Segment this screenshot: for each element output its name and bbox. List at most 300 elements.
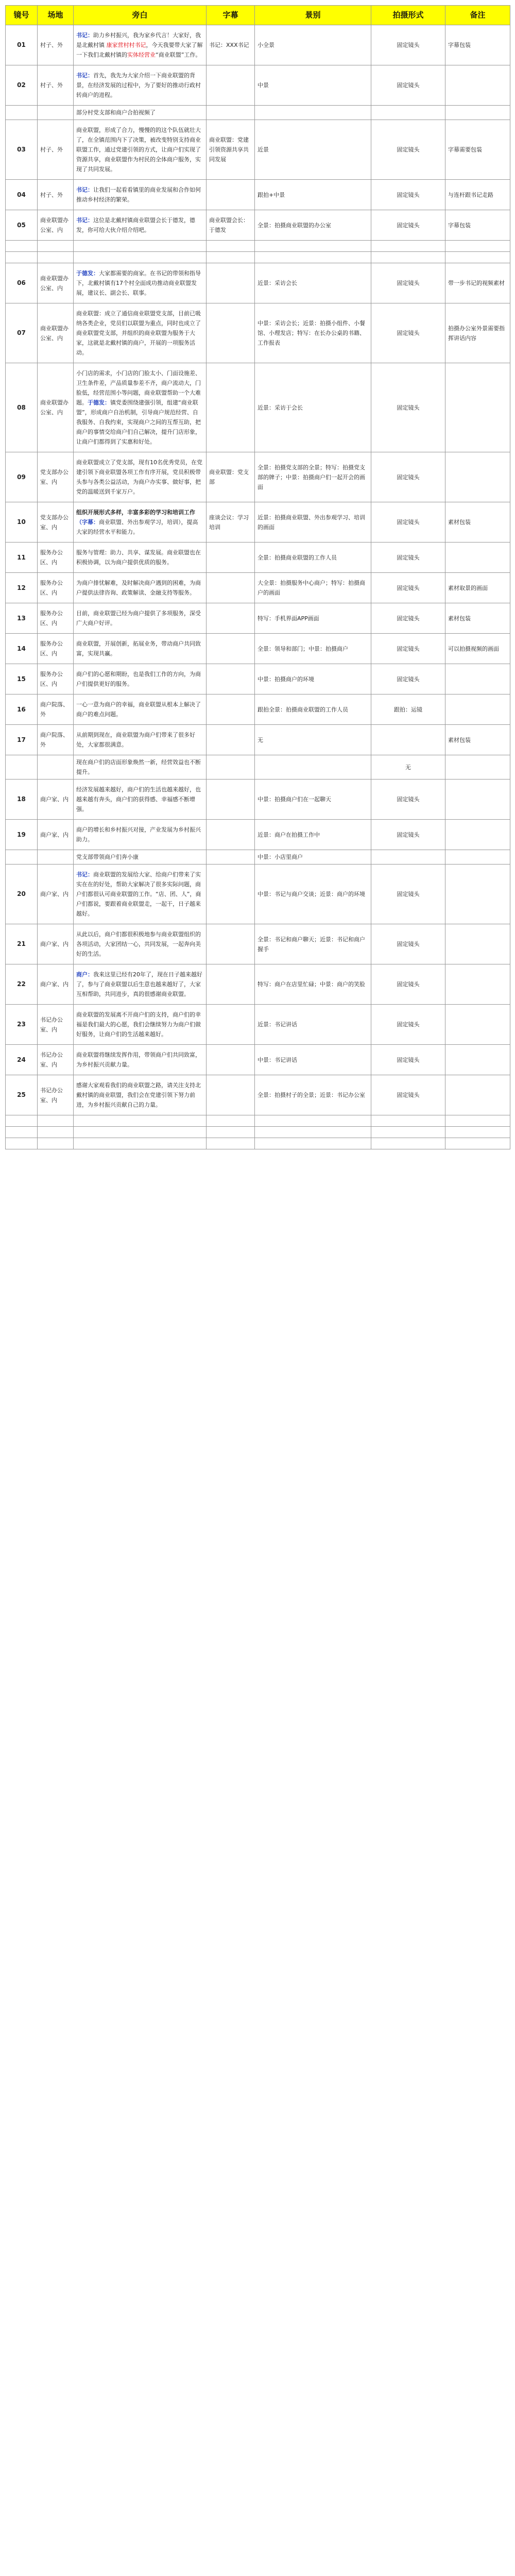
narration-segment: 这位是北戴村镇商业联盟会长于德发，德发，你可给大伙介绍介绍吧。 <box>76 217 195 233</box>
cell-location: 书记办公室、内 <box>38 1075 74 1115</box>
narration-segment: 书记： <box>76 72 93 79</box>
cell-shot-size: 无 <box>255 725 371 755</box>
cell-shot-number <box>6 1115 38 1127</box>
cell-narration <box>74 725 207 755</box>
cell-notes: 素材包装 <box>445 502 510 543</box>
cell-narration <box>74 603 207 634</box>
cell-shot-size: 近景：拍摄商业联盟、外出参观学习、培训的画面 <box>255 502 371 543</box>
cell-shot-size: 中景：小店里商户 <box>255 850 371 865</box>
cell-notes <box>445 106 510 120</box>
cell-narration <box>74 1075 207 1115</box>
cell-location: 村子、外 <box>38 25 74 65</box>
cell-notes <box>445 1075 510 1115</box>
cell-caption <box>207 694 255 725</box>
cell-filming-mode <box>371 1127 445 1138</box>
table-row <box>6 603 510 634</box>
narration-segment: 目前，商业联盟已经为商户提供了多项服务，深受广大商户好评。 <box>76 610 201 626</box>
header-cell-notes: 备注 <box>445 6 510 25</box>
narration-segment: 现在商户们的店面形象焕然一新，经营效益也不断提升。 <box>76 759 201 775</box>
table-row <box>6 573 510 603</box>
cell-shot-number <box>6 106 38 120</box>
cell-location: 商业联盟办公室、内 <box>38 210 74 241</box>
table-row <box>6 252 510 263</box>
cell-filming-mode: 固定镜头 <box>371 964 445 1005</box>
cell-shot-size <box>255 755 371 779</box>
cell-caption <box>207 65 255 106</box>
narration-segment: ，今天我要带大家了解一下我们北戴村镇的 <box>76 42 203 58</box>
narration-segment: 小门店的需求，小门店的门脸太小、门面设施差、卫生条件差，产品质量参差不齐，商户流动大，门脸低，经营范围小等问题，商业联盟帮助一个大难题。 <box>76 370 201 406</box>
cell-notes <box>445 1138 510 1149</box>
cell-location <box>38 1127 74 1138</box>
cell-narration <box>74 502 207 543</box>
cell-filming-mode: 固定镜头 <box>371 543 445 573</box>
cell-caption <box>207 924 255 964</box>
table-row <box>6 120 510 180</box>
cell-narration <box>74 1005 207 1045</box>
cell-narration <box>74 664 207 694</box>
cell-narration <box>74 263 207 303</box>
narration-segment: 一心一意为商户的幸福，商业联盟从根本上解决了商户的难点问题。 <box>76 701 201 718</box>
cell-shot-size: 全景：拍摄党支部的全景；特写：拍摄党支部的牌子；中景：拍摄商户们一起开会的画面 <box>255 452 371 502</box>
cell-location: 党支部办公室、内 <box>38 452 74 502</box>
cell-shot-number: 22 <box>6 964 38 1005</box>
cell-shot-number: 10 <box>6 502 38 543</box>
cell-shot-size: 近景：商户在拍摄工作中 <box>255 820 371 850</box>
cell-notes <box>445 820 510 850</box>
table-row <box>6 725 510 755</box>
cell-location: 村子、外 <box>38 120 74 180</box>
cell-notes: 素材取景的画面 <box>445 573 510 603</box>
cell-caption <box>207 241 255 252</box>
cell-filming-mode: 固定镜头 <box>371 1005 445 1045</box>
cell-location: 商户家、内 <box>38 820 74 850</box>
cell-shot-number: 20 <box>6 865 38 924</box>
cell-shot-number <box>6 241 38 252</box>
cell-notes <box>445 252 510 263</box>
cell-caption <box>207 850 255 865</box>
cell-location: 商业联盟办公室、内 <box>38 263 74 303</box>
narration-segment: 商业联盟，开展创新，拓展业务，带动商户共同致富，实现共赢。 <box>76 640 201 657</box>
cell-filming-mode: 固定镜头 <box>371 363 445 452</box>
cell-shot-number: 17 <box>6 725 38 755</box>
cell-shot-number <box>6 1127 38 1138</box>
cell-filming-mode: 固定镜头 <box>371 865 445 924</box>
table-row <box>6 106 510 120</box>
cell-location <box>38 850 74 865</box>
table-row <box>6 924 510 964</box>
cell-caption <box>207 573 255 603</box>
cell-caption <box>207 603 255 634</box>
cell-notes: 素材包装 <box>445 725 510 755</box>
cell-location <box>38 1138 74 1149</box>
table-row <box>6 694 510 725</box>
cell-caption <box>207 634 255 664</box>
cell-shot-number: 13 <box>6 603 38 634</box>
narration-segment: “店、团、人”，商户们都说，要跟着商业联盟走，一起干，日子越来越好。 <box>76 891 201 917</box>
table-row <box>6 502 510 543</box>
cell-shot-size: 中景 <box>255 65 371 106</box>
narration-segment: 实体经营业 <box>127 52 156 58</box>
cell-caption <box>207 664 255 694</box>
cell-shot-number: 18 <box>6 779 38 820</box>
cell-filming-mode: 跟拍：运镜 <box>371 694 445 725</box>
cell-shot-size <box>255 241 371 252</box>
narration-segment: 书记： <box>76 871 93 878</box>
header-row <box>6 6 510 25</box>
cell-narration <box>74 850 207 865</box>
table-row <box>6 820 510 850</box>
cell-location: 服务办公区、内 <box>38 664 74 694</box>
cell-caption <box>207 106 255 120</box>
cell-narration <box>74 573 207 603</box>
cell-narration <box>74 25 207 65</box>
cell-caption <box>207 543 255 573</box>
cell-caption <box>207 865 255 924</box>
cell-location: 村子、外 <box>38 180 74 210</box>
cell-narration <box>74 241 207 252</box>
narration-segment: 服务与管理：助力、共享、谋发展。商业联盟也在积极协调，以为商户提供优质的服务。 <box>76 549 201 566</box>
cell-shot-size: 全景：拍摄商业联盟的工作人员 <box>255 543 371 573</box>
cell-narration <box>74 452 207 502</box>
narration-segment: 书记： <box>76 187 93 193</box>
narration-segment: 大家好，我是北戴村镇 <box>76 32 201 48</box>
header-cell-location: 场地 <box>38 6 74 25</box>
table-row <box>6 1127 510 1138</box>
cell-notes <box>445 65 510 106</box>
cell-filming-mode: 固定镜头 <box>371 452 445 502</box>
cell-location: 商户院落、外 <box>38 694 74 725</box>
table-row <box>6 755 510 779</box>
table-row <box>6 363 510 452</box>
cell-narration <box>74 865 207 924</box>
cell-shot-number: 12 <box>6 573 38 603</box>
cell-narration <box>74 964 207 1005</box>
cell-filming-mode: 固定镜头 <box>371 502 445 543</box>
cell-filming-mode: 固定镜头 <box>371 210 445 241</box>
storyboard-sheet <box>0 0 515 1155</box>
narration-segment: 书记： <box>76 217 93 224</box>
cell-shot-size: 跟拍全景：拍摄商业联盟的工作人员 <box>255 694 371 725</box>
table-row <box>6 25 510 65</box>
cell-shot-size: 中景：拍摄商户们在一起聊天 <box>255 779 371 820</box>
cell-caption <box>207 755 255 779</box>
cell-notes <box>445 924 510 964</box>
cell-notes <box>445 779 510 820</box>
cell-narration <box>74 1138 207 1149</box>
cell-shot-size: 中景：书记讲话 <box>255 1045 371 1075</box>
table-row <box>6 210 510 241</box>
cell-shot-size: 特写：商户在店里忙碌；中景：商户的笑脸 <box>255 964 371 1005</box>
cell-narration <box>74 303 207 363</box>
cell-filming-mode <box>371 1138 445 1149</box>
cell-narration <box>74 252 207 263</box>
cell-filming-mode: 固定镜头 <box>371 303 445 363</box>
narration-segment: 镇党委围绕建强引领，组建“商业联盟”，形成商户自治机制，引导商户规范经营、自我服务、自我约束，实现商户之间的互帮互助，把商户的事情交给商户们自己解决，提升门店形象，让商户们都得到了实惠和好处。 <box>76 399 201 445</box>
cell-filming-mode <box>371 1115 445 1127</box>
cell-notes <box>445 694 510 725</box>
cell-shot-number: 07 <box>6 303 38 363</box>
cell-shot-number: 21 <box>6 924 38 964</box>
table-row <box>6 865 510 924</box>
narration-segment: 让我们一起看看镇里的商业发展和合作如何推动乡村经济的繁荣。 <box>76 187 201 203</box>
cell-location: 书记办公室、内 <box>38 1005 74 1045</box>
cell-caption <box>207 1115 255 1127</box>
narration-segment: 商业联盟、外出参观学习，培训），提高大家的经营水平和能力。 <box>76 519 198 535</box>
header-cell-shot-size: 景别 <box>255 6 371 25</box>
cell-notes <box>445 363 510 452</box>
cell-caption: 商业联盟：党支部 <box>207 452 255 502</box>
cell-filming-mode: 固定镜头 <box>371 820 445 850</box>
cell-caption <box>207 1075 255 1115</box>
cell-shot-number: 09 <box>6 452 38 502</box>
cell-filming-mode: 固定镜头 <box>371 664 445 694</box>
cell-filming-mode <box>371 850 445 865</box>
cell-filming-mode: 固定镜头 <box>371 120 445 180</box>
cell-caption <box>207 1005 255 1045</box>
narration-segment: 书记： <box>76 32 93 39</box>
cell-shot-number: 24 <box>6 1045 38 1075</box>
cell-narration <box>74 924 207 964</box>
cell-caption <box>207 820 255 850</box>
cell-narration <box>74 634 207 664</box>
cell-shot-number: 23 <box>6 1005 38 1045</box>
cell-caption: 商业联盟：党建引领资源共享共同发展 <box>207 120 255 180</box>
cell-filming-mode <box>371 252 445 263</box>
cell-location: 商业联盟办公室、内 <box>38 363 74 452</box>
cell-narration <box>74 65 207 106</box>
cell-location: 商户家、内 <box>38 779 74 820</box>
cell-location: 服务办公区、内 <box>38 634 74 664</box>
cell-filming-mode: 固定镜头 <box>371 779 445 820</box>
cell-filming-mode: 固定镜头 <box>371 1045 445 1075</box>
narration-segment: 商业联盟成立了党支部，现有10名优秀党员，在党建引领下商业联盟各项工作有序开展，党员积极带头参与各类公益活动，为商户办实事、做好事，把党的温暖送到千家万户。 <box>76 459 202 495</box>
table-row <box>6 543 510 573</box>
table-row <box>6 1115 510 1127</box>
cell-location: 服务办公区、内 <box>38 573 74 603</box>
cell-caption <box>207 180 255 210</box>
narration-segment: 从前期到现在，商业联盟为商户们带来了很多好处，大家都很满意。 <box>76 732 195 748</box>
cell-location: 服务办公区、内 <box>38 543 74 573</box>
cell-shot-number: 19 <box>6 820 38 850</box>
header-cell-caption: 字幕 <box>207 6 255 25</box>
narration-segment: 商户： <box>76 971 93 978</box>
cell-shot-size: 中景：采访会长；近景：拍摄小组件、小餐馆、小理发店；特写：在长办公桌的书籍、工作报表 <box>255 303 371 363</box>
cell-shot-size: 小全景 <box>255 25 371 65</box>
cell-filming-mode: 固定镜头 <box>371 924 445 964</box>
table-row <box>6 664 510 694</box>
cell-shot-number: 02 <box>6 65 38 106</box>
cell-shot-size <box>255 106 371 120</box>
table-row <box>6 180 510 210</box>
cell-shot-size: 中景：书记与商户交谈；近景：商户的环境 <box>255 865 371 924</box>
cell-location <box>38 106 74 120</box>
table-row <box>6 1005 510 1045</box>
cell-shot-number: 16 <box>6 694 38 725</box>
header-cell-filming-mode: 拍摄形式 <box>371 6 445 25</box>
narration-segment: 我来这里已经有20年了，现在日子越来越好了，参与了商业联盟以后生意也越来越好了，大家互相帮助，共同进步，真的很感谢商业联盟。 <box>76 971 202 997</box>
cell-filming-mode: 固定镜头 <box>371 1075 445 1115</box>
cell-narration <box>74 180 207 210</box>
cell-shot-number <box>6 1138 38 1149</box>
cell-notes: 字幕需要包装 <box>445 120 510 180</box>
cell-caption <box>207 964 255 1005</box>
table-row <box>6 850 510 865</box>
cell-narration <box>74 210 207 241</box>
cell-filming-mode: 固定镜头 <box>371 180 445 210</box>
cell-shot-number: 06 <box>6 263 38 303</box>
cell-notes: 字幕包装 <box>445 210 510 241</box>
cell-shot-size <box>255 1138 371 1149</box>
cell-caption <box>207 363 255 452</box>
cell-shot-number: 03 <box>6 120 38 180</box>
table-body <box>6 25 510 1149</box>
narration-segment: 商业联盟将继续发挥作用，带领商户们共同致富，为乡村振兴贡献力量。 <box>76 1052 201 1068</box>
cell-filming-mode: 固定镜头 <box>371 263 445 303</box>
cell-notes <box>445 865 510 924</box>
cell-shot-size: 大全景：拍摄服务中心商户；特写：拍摄商户的画面 <box>255 573 371 603</box>
cell-location: 商户家、内 <box>38 924 74 964</box>
table-row <box>6 452 510 502</box>
header-cell-shot-number: 镜号 <box>6 6 38 25</box>
cell-location: 商户家、内 <box>38 964 74 1005</box>
cell-caption <box>207 252 255 263</box>
cell-shot-number <box>6 252 38 263</box>
storyboard-table <box>5 5 510 1149</box>
cell-filming-mode <box>371 241 445 252</box>
cell-notes <box>445 1045 510 1075</box>
cell-shot-size: 跟拍+中景 <box>255 180 371 210</box>
cell-shot-size: 近景 <box>255 120 371 180</box>
cell-caption <box>207 1138 255 1149</box>
cell-notes <box>445 543 510 573</box>
cell-notes <box>445 452 510 502</box>
cell-filming-mode: 无 <box>371 755 445 779</box>
cell-location: 书记办公室、内 <box>38 1045 74 1075</box>
narration-segment: 部分村党支部和商户合拍视频了 <box>76 109 156 116</box>
cell-narration <box>74 1115 207 1127</box>
cell-location: 服务办公区、内 <box>38 603 74 634</box>
narration-segment: 商业联盟，形成了合力，慢慢的的这个队伍就壮大了，在全镇范围内下了决策，被改变特别支持商业联盟工作，通过党建引领的方式，让商户们实现了资源共享，商业联盟作为村民的全体商户服务，实现了共同发展。 <box>76 127 201 173</box>
cell-caption: 书记：XXX书记 <box>207 25 255 65</box>
cell-filming-mode: 固定镜头 <box>371 603 445 634</box>
cell-shot-size: 全景：拍摄商业联盟的办公室 <box>255 210 371 241</box>
cell-shot-size: 特写：手机界面APP画面 <box>255 603 371 634</box>
cell-shot-size: 全景：书记和商户聊天；近景：书记和商户握手 <box>255 924 371 964</box>
cell-notes <box>445 1127 510 1138</box>
cell-location <box>38 252 74 263</box>
cell-shot-number: 05 <box>6 210 38 241</box>
cell-shot-size <box>255 1127 371 1138</box>
cell-shot-number: 25 <box>6 1075 38 1115</box>
cell-narration <box>74 779 207 820</box>
cell-shot-number <box>6 755 38 779</box>
cell-caption <box>207 779 255 820</box>
cell-location: 党支部办公室、内 <box>38 502 74 543</box>
table-row <box>6 779 510 820</box>
cell-narration <box>74 363 207 452</box>
narration-segment: （字幕： <box>76 519 99 526</box>
cell-shot-size <box>255 252 371 263</box>
cell-shot-number <box>6 850 38 865</box>
cell-shot-size <box>255 1115 371 1127</box>
cell-narration <box>74 120 207 180</box>
cell-narration <box>74 1127 207 1138</box>
cell-location: 商户院落、外 <box>38 725 74 755</box>
cell-narration <box>74 1045 207 1075</box>
cell-notes: 字幕包装 <box>445 25 510 65</box>
cell-shot-number: 01 <box>6 25 38 65</box>
cell-filming-mode: 固定镜头 <box>371 573 445 603</box>
cell-notes: 带一步书记的视频素材 <box>445 263 510 303</box>
cell-filming-mode <box>371 106 445 120</box>
cell-filming-mode <box>371 725 445 755</box>
cell-narration <box>74 820 207 850</box>
cell-notes <box>445 664 510 694</box>
cell-shot-size: 全景：拍摄村子的全景；近景：书记办公室 <box>255 1075 371 1115</box>
cell-caption <box>207 263 255 303</box>
cell-shot-number: 08 <box>6 363 38 452</box>
narration-segment: 党支部带领商户们奔小康 <box>76 854 139 860</box>
cell-location: 商户家、内 <box>38 865 74 924</box>
header-cell-narration: 旁白 <box>74 6 207 25</box>
cell-notes <box>445 1115 510 1127</box>
narration-segment: 首先，我先为大家介绍一下商业联盟的背景，在经济发展的过程中，为了要好的推动行政村转商户的进程。 <box>76 72 201 98</box>
cell-notes <box>445 964 510 1005</box>
cell-filming-mode: 固定镜头 <box>371 25 445 65</box>
table-row <box>6 65 510 106</box>
cell-caption <box>207 303 255 363</box>
cell-location: 商业联盟办公室、内 <box>38 303 74 363</box>
cell-shot-number: 04 <box>6 180 38 210</box>
cell-shot-size: 全景：领导和部门；中景：拍摄商户 <box>255 634 371 664</box>
cell-filming-mode: 固定镜头 <box>371 634 445 664</box>
cell-caption: 座谈会议：学习培训 <box>207 502 255 543</box>
cell-notes: 素材包装 <box>445 603 510 634</box>
cell-notes <box>445 755 510 779</box>
cell-narration <box>74 106 207 120</box>
narration-segment: 商户的增长和乡村振兴对接，产业发展为乡村振兴助力。 <box>76 826 201 843</box>
narration-segment: 助力乡村振兴，我为家乡代言！ <box>93 32 173 39</box>
cell-caption <box>207 725 255 755</box>
cell-notes: 可以拍摄视频的画面 <box>445 634 510 664</box>
table-row <box>6 1138 510 1149</box>
cell-location <box>38 1115 74 1127</box>
narration-segment: “商业联盟”工作。 <box>156 52 201 58</box>
cell-notes: 拍摄办公室外景需要指挥讲话内容 <box>445 303 510 363</box>
cell-caption <box>207 1045 255 1075</box>
narration-segment: 从此以后，商户们都很积极地参与商业联盟组织的各项活动，大家团结一心，共同发展，一起奔向美好的生活。 <box>76 931 201 957</box>
narration-segment: 于德发： <box>76 270 99 277</box>
cell-narration <box>74 543 207 573</box>
narration-segment: 商业联盟的发展给大家、给商户们带来了实实在在的好处，帮助大家解决了很多实际问题，商户们都很认可商业联盟的工作。 <box>76 871 201 897</box>
narration-segment: 组织开展形式多样，丰富多彩的学习和培训工作 <box>76 509 195 516</box>
cell-caption <box>207 1127 255 1138</box>
cell-notes <box>445 241 510 252</box>
cell-notes: 与连杆跟书记走路 <box>445 180 510 210</box>
table-row <box>6 964 510 1005</box>
cell-location <box>38 755 74 779</box>
cell-narration <box>74 694 207 725</box>
table-row <box>6 634 510 664</box>
narration-segment: 为商户排忧解难，及时解决商户遇到的困难，为商户提供法律咨询、政策解读、金融支持等服务。 <box>76 580 201 596</box>
cell-notes <box>445 850 510 865</box>
narration-segment: 商户们的心愿和期盼，也是我们工作的方向，为商户们提供更好的服务。 <box>76 671 201 687</box>
cell-shot-size: 近景：采访会长 <box>255 263 371 303</box>
cell-location: 村子、外 <box>38 65 74 106</box>
cell-narration <box>74 755 207 779</box>
table-row <box>6 303 510 363</box>
table-row <box>6 1075 510 1115</box>
